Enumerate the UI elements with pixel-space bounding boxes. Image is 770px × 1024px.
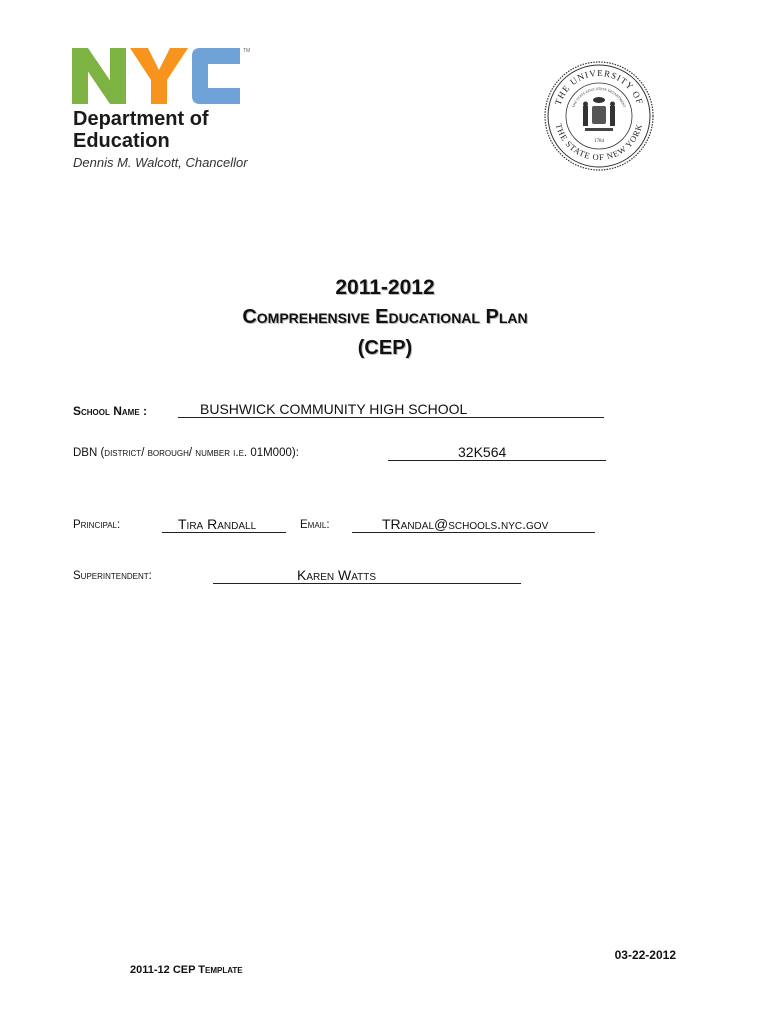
department-line1: Department of (73, 108, 209, 130)
plan-abbreviation: (CEP) (357, 337, 413, 359)
nyc-logo-c (192, 48, 240, 104)
nyc-logo-y (130, 48, 188, 104)
superintendent-field[interactable] (213, 566, 521, 584)
superintendent-value: Karen Watts (297, 567, 377, 583)
dbn-value: 32K564 (458, 444, 507, 460)
principal-label: Principal: (73, 519, 121, 531)
seal-text-inner: THE STATE EDUCATION DEPARTMENT (571, 86, 627, 109)
dbn-label: DBN (district/ borough/ number i.e. 01M000): (73, 447, 299, 459)
svg-text:TM: TM (243, 48, 251, 54)
school-name-label: School Name : (73, 404, 147, 418)
document-date: 03-22-2012 (614, 948, 676, 962)
department-name (73, 108, 209, 152)
seal-year: 1784 (594, 139, 604, 144)
plan-year: 2011-2012 (335, 276, 435, 299)
school-name-value: BUSHWICK COMMUNITY HIGH SCHOOL (200, 401, 468, 417)
plan-title: Comprehensive Educational Plan (242, 306, 528, 328)
nyc-logo-n (72, 48, 126, 104)
seal-emblem (583, 97, 615, 131)
dbn-field[interactable] (388, 443, 606, 461)
template-label: 2011-12 CEP Template (130, 964, 243, 976)
email-label: Email: (300, 519, 330, 531)
superintendent-label: Superintendent: (73, 570, 152, 582)
principal-field[interactable] (162, 515, 286, 533)
email-field[interactable] (352, 515, 595, 533)
department-line2: Education (73, 130, 170, 152)
chancellor-name: Dennis M. Walcott, Chancellor (73, 155, 248, 170)
state-seal (543, 60, 655, 172)
nyc-logo (72, 46, 252, 106)
seal-text-top: THE UNIVERSITY OF (552, 67, 646, 107)
school-name-field[interactable] (178, 400, 604, 418)
principal-value: Tira Randall (178, 516, 257, 532)
email-value: TRandal@schools.nyc.gov (382, 516, 549, 532)
seal-text-bottom: THE STATE OF NEW YORK (553, 122, 645, 163)
